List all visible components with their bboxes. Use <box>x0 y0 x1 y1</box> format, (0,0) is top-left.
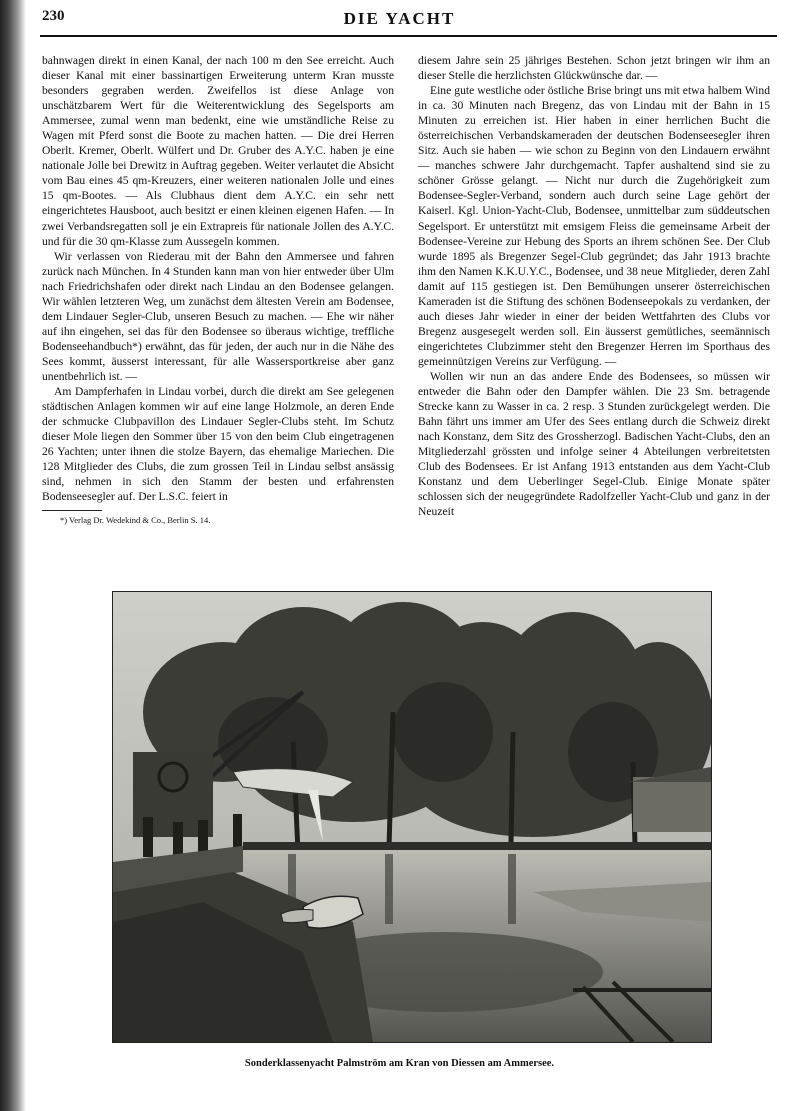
page-number: 230 <box>42 8 65 24</box>
left-paragraph-1: bahnwagen direkt in einen Kanal, der nach 100 m den See erreicht. Auch dieser Kanal mit einer bassinartigen Erweiterung unterm Kran musste besonders gegraben werden. Zweifellos ist diese Anlage von unschätzbarem Wert für die Weiterentwicklung des Segelsports am Ammersee, zumal wenn man bedenkt, eine wie umständliche Reise zu Wagen mit Pferd sonst die Boote zu machen hatten. — Die drei Herren Oberlt. Kremer, Oberlt. Wülfert und Dr. Gruber des A.Y.C. haben je eine nationale Jolle bei Drewitz in Auftrag gegeben. Weiter verlautet die Absicht vom Bau eines 45 qm-Kreuzers, einer weiteren nationalen Jolle und eines 15 qm-Bootes. — Als Clubhaus dient dem A.Y.C. ein sehr nett eingerichtetes Hausboot, auch besitzt er einen kleinen eigenen Hafen. — In zwei Verbandsregatten soll je ein Extrapreis für nationale Jollen des A.Y.C. und für die 30 qm-Klasse zum Aussegeln kommen. <box>42 54 394 248</box>
right-column <box>418 53 770 519</box>
running-head-title: DIE YACHT <box>343 9 456 28</box>
left-paragraph-2: Wir verlassen von Riederau mit der Bahn den Ammersee und fahren zurück nach München. In 4 Stunden kann man von hier entweder über Ulm nach Friedrichshafen oder direkt nach Lindau an den Bodensee gelangen. Wir wählen letzteren Weg, um zunächst dem ältesten Verein am Bodensee, dem Lindauer Segler-Club, unseren Besuch zu machen. — Ehe wir näher auf ihn eingehen, sei das für den Bodensee so überaus wichtige, treffliche Bodenseehandbuch*) erwähnt, das für jeden, der auch nur in die Nähe des Sees kommt, äusserst interessant, für alle Wassersportkreise aber ganz unentbehrlich ist. — <box>42 249 394 383</box>
photo-illustration <box>113 592 711 1042</box>
header-rule <box>40 35 777 37</box>
halftone-photo <box>112 591 712 1043</box>
right-paragraph-1: diesem Jahre sein 25 jähriges Bestehen. Schon jetzt bringen wir ihm an dieser Stelle die herzlichsten Glückwünsche dar. — <box>418 54 770 83</box>
left-column <box>42 53 394 526</box>
footnote: *) Verlag Dr. Wedekind & Co., Berlin S. 14. <box>60 515 211 526</box>
photo-caption: Sonderklassenyacht Palmström am Kran von Diessen am Ammersee. <box>244 1058 555 1069</box>
right-paragraph-2: Eine gute westliche oder östliche Brise bringt uns mit etwa halbem Wind in ca. 30 Minuten nach Bregenz, das von Lindau mit der Bahn in 15 Minuten zu erreichen ist. Hier haben in einer herrlichen Bucht die österreichischen Verbandskameraden der deutschen Bodenseesegler ihren Sitz. Auch sie haben — wie schon zu Beginn von den Lindauern erwähnt — manches schwere Jahr durchgemacht. Tapfer aushaltend sind sie zu schöner Grösse gelangt. — Nicht nur durch die Zugehörigkeit zum Bodensee-Segler-Verband, sondern auch durch seine Lage gehört der Kaiserl. Kgl. Union-Yacht-Club, Bodensee, unmittelbar zum süddeutschen Segelsport. Er unterstützt mit emsigem Fleiss die gemeinsame Arbeit der Bodensee-Vereine zur Hebung des Sports an ihrem schönen See. Der Club wurde 1895 als Bregenzer Segel-Club gegründet; das Jahr 1913 brachte ihm den Namen K.K.U.Y.C., Bodensee, und 38 neue Mitglieder, deren Zahl damit auf 115 gestiegen ist. Den Bemühungen unserer österreichischen Kameraden ist die Stiftung des schönen Bodenseepokals zu verdanken, der auch dieses Jahr wieder in einer der beiden Wettfahrten des Clubs vor Bregenz ausgesegelt werden soll. Ein äusserst gemütliches, seemännisch eingerichtetes Clubzimmer steht den Bregenzer Herren im Sporthaus des gemeinnützigen Vereins zur Verfügung. — <box>418 84 770 368</box>
scan-page-edge <box>0 0 26 1111</box>
right-paragraph-3: Wollen wir nun an das andere Ende des Bodensees, so müssen wir entweder die Bahn oder den Dampfer wählen. Die 23 Sm. betragende Strecke kann zu Wasser in ca. 2 resp. 3 Stunden zurückgelegt werden. Die Bahn fährt uns immer am Ufer des Sees entlang durch die Schweiz direkt nach Konstanz, dem Sitz des Grossherzogl. Badischen Yacht-Clubs, den an Mitgliederzahl grössten und infolge seiner 4 Abteilungen verbreitetsten Club des Bodensees. Er ist Anfang 1913 entstanden aus dem Yacht-Club Konstanz und dem Ueberlinger Segel-Club. Einige Monate später schlossen sich der neugegründete Radolfzeller Yacht-Club und ganz in der Neuzeit <box>418 369 770 519</box>
left-paragraph-3: Am Dampferhafen in Lindau vorbei, durch die direkt am See gelegenen städtischen Anlagen kommen wir auf eine lange Holzmole, an deren Ende der schmucke Clubpavillon des Lindauer Segler-Clubs steht. Im Schutz dieser Mole liegen den Sommer über 15 von den beim Club eingetragenen 26 Yachten; unter ihnen die stolze Bayern, das ehemalige Mariechen. Die 128 Mitglieder des Clubs, die zum grossen Teil in Lindau selbst ansässig sind, nehmen in sich den Stamm der besten und erfahrensten Bodenseesegler auf. Der L.S.C. feiert in <box>42 385 394 504</box>
footnote-rule <box>42 510 102 511</box>
